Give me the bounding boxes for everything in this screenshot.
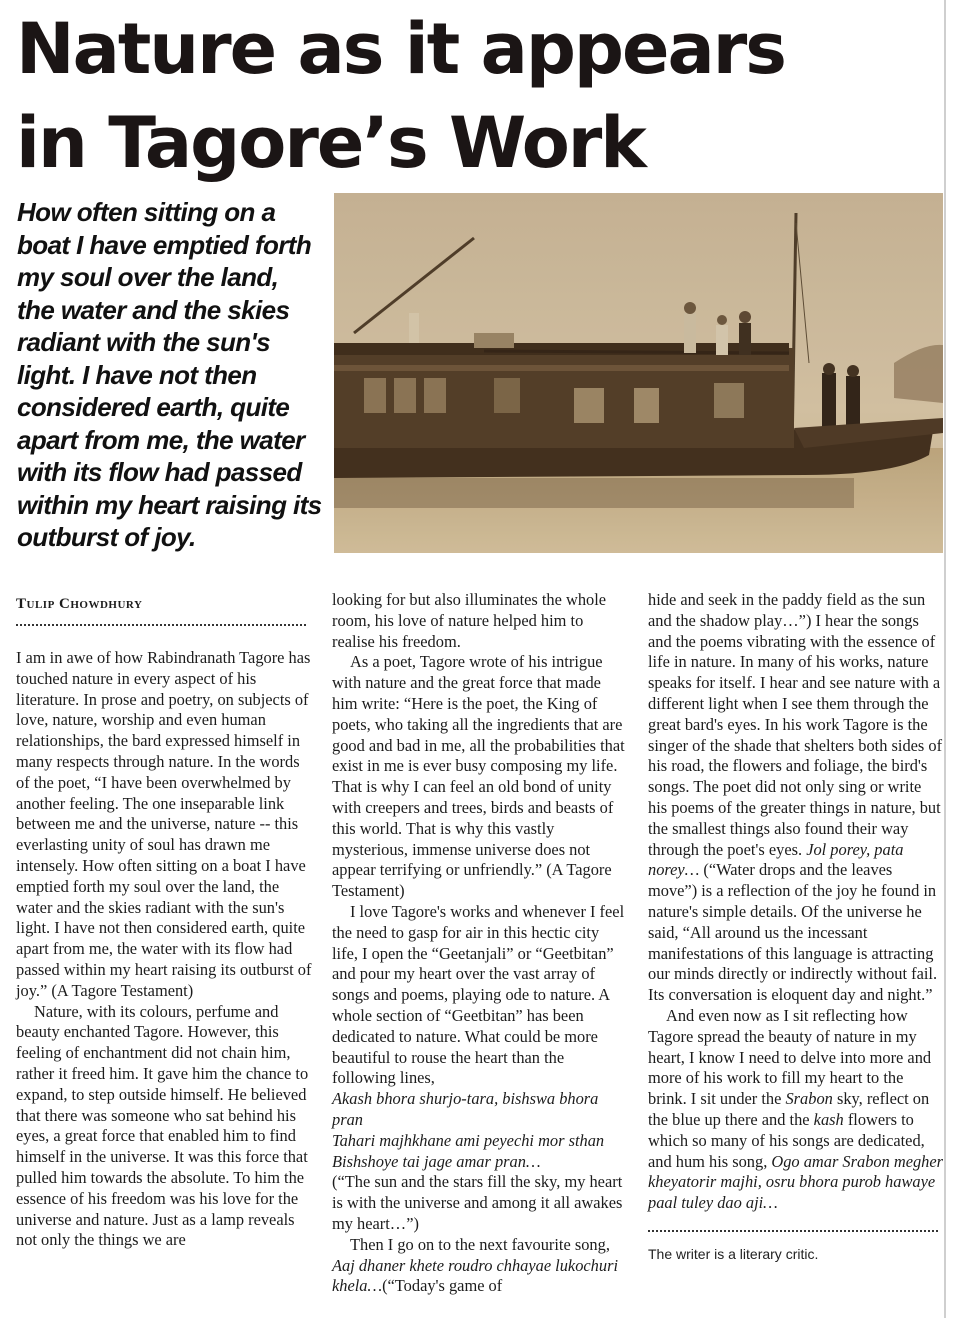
p6-end: (“Today's game of [382,1276,503,1296]
p6-song: Aaj dhaner khete roudro chhayae lukochuri khela… [332,1255,619,1296]
p7-song: Ogo amar Srabon megher kheyatorir majhi, osru bhora purob hawaye paal tuley dao aji… [648,1151,944,1213]
paragraph-1: I am in awe of how Rabindranath Tagore has touched nature in every aspect of his literature. In prose and poetry, on subjects of love, nature, worship and even human relationships, the bard expressed himself in many respects through nature. In the words of the poet, “I have been overwhelmed by another feeling. The one inseparable link between me and the universe, nature -- this everlasting unity of soul has drawn me intensely. How often sitting on a boat I have emptied forth my soul over the land, the water and the skies radiant with the sun's light. I have not then considered earth, quite apart from me, the water with its flow had passed within my heart raising its outburst of joy.” (A Tagore Testament) [16,648,312,1000]
p7-srabon: Srabon [785,1089,833,1109]
article-column-1 [16,590,312,1251]
p6-cont: hide and seek in the paddy field as the sun and the shadow play…”) I hear the songs and the poems vibrating with the essence of life in nature. In many of his works, nature speaks for itself. I hear and see nature with a different light when I see them through the great bard's eyes. In his work Tagore is the singer of the shade that shelters both sides of his road, the flowers and foliage, the bird's songs. The poet did not only sing or write his poems of the greater things in nature, but the smallest things also found their way through the poet's eyes. [648,590,943,859]
verse-text-2: Tahari majhkhane ami peyechi mor sthan [332,1130,605,1150]
headline-line-1: Nature as it appears [16,8,785,90]
byline-divider [16,624,306,626]
verse-line-2 [332,1131,628,1152]
pull-quote: How often sitting on a boat I have emptied forth my soul over the land, the water and the skies radiant with the sun's light. I have not then considered earth, quite apart from me, the water with its flow had passed within my heart raising its outburst of joy. [17,197,322,552]
verse-text-3: Bishshoye tai jage amar pran… [332,1151,541,1171]
page-edge-rule [944,0,954,1318]
article-column-3 [648,590,944,1265]
paragraph-4: I love Tagore's works and whenever I feel the need to gasp for air in this hectic city life, I open the “Geetanjali” or “Geetbitan” and pour my heart over the vast array of songs and poems, playing ode to nature. A whole section of “Geetbitan” has been dedicated to nature. What could be more beautiful to rouse the heart than the following lines, [332,901,625,1088]
end-divider [648,1230,938,1232]
p7-c: flowers to which so many of his songs are dedicated, and hum his song, [648,1109,925,1171]
paragraph-6 [332,1235,628,1297]
p6-start: Then I go on to the next favourite song, [350,1234,610,1254]
p7-kash: kash [813,1109,844,1129]
paragraph-2-continued: looking for but also illuminates the whole room, his love of nature helped him to realise his freedom. [332,590,607,651]
p6-phrase: Jol porey, pata norey… [648,839,904,880]
paragraph-6-continued [648,590,944,1006]
verse-line-3 [332,1152,628,1173]
houseboat-photo [334,193,943,553]
headline [16,2,916,190]
writer-tagline: The writer is a literary critic. [648,1245,819,1262]
paragraph-7 [648,1006,944,1214]
article-column-2 [332,590,628,1297]
paragraph-5: (“The sun and the stars fill the sky, my heart is with the universe and among it all awakes my heart…”) [332,1172,623,1233]
verse-line-1 [332,1089,628,1131]
verse-text-1: Akash bhora shurjo-tara, bishswa bhora pran [332,1089,599,1129]
p7-a: And even now as I sit reflecting how Tagore spread the beauty of nature in my heart, I know I need to delve into more and more of his work to fill my heart to the brink. I sit under the [648,1005,932,1109]
p7-b: sky, reflect on the blue up there and the [648,1089,930,1129]
byline: Tulip Chowdhury [16,596,143,612]
p6-rest: (“Water drops and the leaves move”) is a reflection of the joy he found in nature's simple details. Of the universe he said, “All around us the incessant manifestations of this language is attracting our minds directly or indirectly without fail. Its conversation is eloquent day and night.” [648,860,938,1005]
paragraph-2: Nature, with its colours, perfume and beauty enchanted Tagore. However, this feeling of enchantment did not chain him, rather it freed him. It gave him the chance to expand, to step outside himself. He believed that there was someone who sat behind his eyes, a great force that enabled him to find himself in the universe. It was this force that pulled him towards the absolute. To him the essence of his freedom was his love for the universe and nature. Just as a lamp reveals not only the things we are [16,1001,309,1250]
paragraph-3: As a poet, Tagore wrote of his intrigue with nature and the great force that made him write: “Here is the poet, the King of poets, who taking all the ingredients that are good and bad in me, all the probabilities that exist in me is ever busy composing my life. That is why I can feel an old bond of unity with creepers and trees, birds and beasts of this world. That is why this vastly mysterious, immense universe does not appear terrifying or unfriendly.” (A Tagore Testament) [332,652,625,901]
headline-line-2: in Tagore’s Work [16,102,645,184]
